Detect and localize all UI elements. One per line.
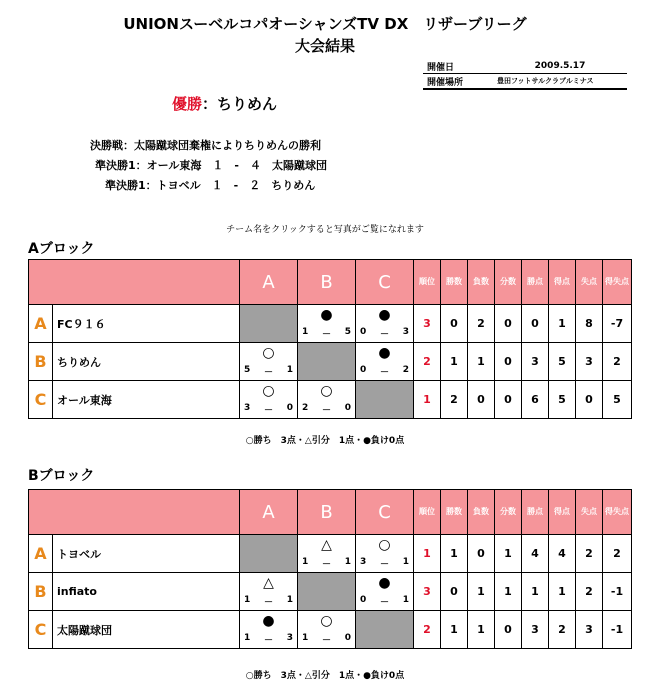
score-against: 0 (344, 633, 351, 643)
col-header-c: C (356, 490, 414, 535)
stat-value: 1 (468, 573, 495, 611)
result-symbol: ○ (378, 537, 391, 553)
match-result-cell (356, 343, 414, 381)
header-row (29, 490, 632, 535)
stat-value: 0 (495, 381, 522, 419)
score-dash: － (321, 636, 331, 646)
score-dash: － (321, 330, 331, 340)
match-result-cell (298, 611, 356, 649)
score-for: 0 (360, 365, 367, 375)
stat-value: 4 (549, 535, 576, 573)
match-score (298, 403, 355, 416)
rank-value: 3 (414, 305, 441, 343)
match-result-cell (240, 381, 298, 419)
self-match-cell (240, 535, 298, 573)
stat-value: 2 (603, 343, 632, 381)
score-dash: － (263, 406, 273, 416)
stat-header: 勝数 (441, 260, 468, 305)
venue-value: 豊田フットサルクラブルミナス (493, 74, 627, 90)
match-score (298, 327, 355, 340)
team-letter: B (29, 343, 53, 381)
score-for: 0 (360, 595, 367, 605)
stat-value: 5 (603, 381, 632, 419)
stat-value: 2 (549, 611, 576, 649)
event-info-table (423, 59, 627, 90)
stat-header: 分数 (495, 490, 522, 535)
team-row (29, 535, 632, 573)
score-dash: － (379, 598, 389, 608)
stat-value: 6 (522, 381, 549, 419)
stat-header: 得失点 (603, 490, 632, 535)
team-name[interactable]: 太陽蹴球団 (53, 611, 240, 649)
result-symbol: ● (378, 345, 391, 361)
team-name[interactable]: infiato (53, 573, 240, 611)
result-symbol: ○ (262, 383, 275, 399)
match-score (240, 595, 297, 608)
stat-header: 失点 (576, 490, 603, 535)
score-for: 1 (244, 595, 251, 605)
stat-header: 失点 (576, 260, 603, 305)
stat-value: 0 (441, 573, 468, 611)
header-blank (29, 490, 240, 535)
score-dash: － (263, 368, 273, 378)
stat-value: 5 (549, 381, 576, 419)
match-result-cell (356, 573, 414, 611)
match-score (356, 365, 413, 378)
stat-value: 3 (576, 343, 603, 381)
stat-value: 1 (441, 611, 468, 649)
stat-value: 0 (522, 305, 549, 343)
col-header-a: A (240, 490, 298, 535)
team-name[interactable]: ちりめん (53, 343, 240, 381)
team-name[interactable]: オール東海 (53, 381, 240, 419)
champion-value: ：ちりめん (202, 95, 278, 113)
score-against: 1 (344, 557, 351, 567)
score-dash: － (263, 636, 273, 646)
stat-value: 2 (576, 573, 603, 611)
col-header-c: C (356, 260, 414, 305)
stat-value: 5 (549, 343, 576, 381)
score-against: 1 (286, 595, 293, 605)
match-score (240, 403, 297, 416)
stat-value: 0 (495, 305, 522, 343)
score-for: 3 (244, 403, 251, 413)
result-symbol: ○ (320, 613, 333, 629)
stat-header: 得失点 (603, 260, 632, 305)
stat-value: 8 (576, 305, 603, 343)
team-row (29, 381, 632, 419)
score-for: 1 (244, 633, 251, 643)
stat-header: 得点 (549, 260, 576, 305)
team-row (29, 305, 632, 343)
stat-header: 勝点 (522, 260, 549, 305)
match-result-cell (298, 535, 356, 573)
match-score (298, 633, 355, 646)
score-dash: － (379, 560, 389, 570)
score-dash: － (379, 368, 389, 378)
result-final: 決勝戦：太陽蹴球団棄権によりちりめんの勝利 (90, 139, 321, 152)
score-for: 1 (302, 557, 309, 567)
result-symbol: ● (378, 575, 391, 591)
score-dash: － (379, 330, 389, 340)
block-a-label: Aブロック (28, 241, 95, 257)
result-symbol: ○ (320, 383, 333, 399)
stat-value: 0 (468, 535, 495, 573)
match-result-cell (240, 573, 298, 611)
team-row (29, 573, 632, 611)
result-semifinal-2: 準決勝1：トヨベル １ - ２ ちりめん (105, 179, 316, 192)
score-against: 0 (344, 403, 351, 413)
result-symbol: ● (378, 307, 391, 323)
stat-header: 得点 (549, 490, 576, 535)
stat-value: 3 (522, 343, 549, 381)
score-for: 2 (302, 403, 309, 413)
team-row (29, 343, 632, 381)
self-match-cell (240, 305, 298, 343)
col-header-a: A (240, 260, 298, 305)
stat-header: 順位 (414, 260, 441, 305)
rank-value: 1 (414, 381, 441, 419)
stat-value: 3 (576, 611, 603, 649)
stat-value: 0 (495, 343, 522, 381)
match-score (298, 557, 355, 570)
page-subtitle: 大会結果 (294, 37, 355, 55)
legend-b: ○勝ち 3点・△引分 1点・●負け0点 (245, 671, 405, 681)
stat-value: 2 (603, 535, 632, 573)
stat-value: 1 (468, 343, 495, 381)
stat-header: 分数 (495, 260, 522, 305)
legend-a: ○勝ち 3点・△引分 1点・●負け0点 (245, 436, 405, 446)
rank-value: 3 (414, 573, 441, 611)
stat-header: 勝数 (441, 490, 468, 535)
stat-value: 1 (441, 535, 468, 573)
self-match-cell (356, 381, 414, 419)
score-against: 5 (344, 327, 351, 337)
match-score (356, 595, 413, 608)
match-result-cell (240, 611, 298, 649)
self-match-cell (298, 343, 356, 381)
stat-value: 1 (495, 535, 522, 573)
score-for: 0 (360, 327, 367, 337)
rank-value: 1 (414, 535, 441, 573)
score-against: 3 (402, 327, 409, 337)
score-for: 3 (360, 557, 367, 567)
score-dash: － (321, 560, 331, 570)
rank-value: 2 (414, 343, 441, 381)
score-against: 1 (286, 365, 293, 375)
match-score (240, 365, 297, 378)
date-value: 2009.5.17 (493, 59, 627, 74)
stat-value: -7 (603, 305, 632, 343)
stat-value: 0 (468, 381, 495, 419)
match-score (356, 557, 413, 570)
date-label: 開催日 (423, 59, 493, 74)
stat-value: 2 (468, 305, 495, 343)
champion-line (172, 93, 277, 114)
stat-value: 4 (522, 535, 549, 573)
self-match-cell (298, 573, 356, 611)
score-for: 1 (302, 633, 309, 643)
header-blank (29, 260, 240, 305)
header-row (29, 260, 632, 305)
stat-header: 勝点 (522, 490, 549, 535)
block-b-label: Bブロック (28, 468, 95, 484)
score-against: 2 (402, 365, 409, 375)
stat-value: 1 (468, 611, 495, 649)
stat-header: 負数 (468, 260, 495, 305)
result-symbol: ● (320, 307, 333, 323)
team-name[interactable]: FC９１６ (53, 305, 240, 343)
photo-note: チーム名をクリックすると写真がご覧になれます (226, 225, 424, 235)
score-for: 1 (302, 327, 309, 337)
stat-value: 3 (522, 611, 549, 649)
match-result-cell (298, 381, 356, 419)
col-header-b: B (298, 490, 356, 535)
result-symbol: ○ (262, 345, 275, 361)
venue-label: 開催場所 (423, 74, 493, 90)
team-letter: C (29, 611, 53, 649)
match-result-cell (298, 305, 356, 343)
rank-value: 2 (414, 611, 441, 649)
match-result-cell (356, 535, 414, 573)
stat-value: -1 (603, 573, 632, 611)
standings-table (28, 489, 632, 649)
score-against: 1 (402, 595, 409, 605)
team-letter: A (29, 535, 53, 573)
self-match-cell (356, 611, 414, 649)
result-symbol: ● (262, 613, 275, 629)
match-result-cell (356, 305, 414, 343)
team-row (29, 611, 632, 649)
page-title: UNIONスーベルコパオーシャンズTV DX リザーブリーグ (123, 15, 527, 33)
score-for: 5 (244, 365, 251, 375)
stat-value: 2 (441, 381, 468, 419)
score-against: 1 (402, 557, 409, 567)
stat-header: 順位 (414, 490, 441, 535)
stat-value: 1 (441, 343, 468, 381)
team-letter: A (29, 305, 53, 343)
stat-value: 0 (576, 381, 603, 419)
stat-value: 1 (549, 573, 576, 611)
match-score (240, 633, 297, 646)
stat-value: 1 (495, 573, 522, 611)
champion-label: 優勝 (172, 95, 203, 113)
stat-value: 1 (549, 305, 576, 343)
score-dash: － (263, 598, 273, 608)
team-letter: B (29, 573, 53, 611)
result-semifinal-1: 準決勝1：オール東海 １ - ４ 太陽蹴球団 (95, 159, 327, 172)
match-score (356, 327, 413, 340)
result-symbol: △ (321, 537, 332, 553)
stat-value: 2 (576, 535, 603, 573)
stat-value: 1 (522, 573, 549, 611)
stat-value: -1 (603, 611, 632, 649)
match-result-cell (240, 343, 298, 381)
result-symbol: △ (263, 575, 274, 591)
col-header-b: B (298, 260, 356, 305)
stat-header: 負数 (468, 490, 495, 535)
score-against: 3 (286, 633, 293, 643)
score-against: 0 (286, 403, 293, 413)
score-dash: － (321, 406, 331, 416)
team-name[interactable]: トヨベル (53, 535, 240, 573)
team-letter: C (29, 381, 53, 419)
standings-table (28, 259, 632, 419)
stat-value: 0 (441, 305, 468, 343)
stat-value: 0 (495, 611, 522, 649)
